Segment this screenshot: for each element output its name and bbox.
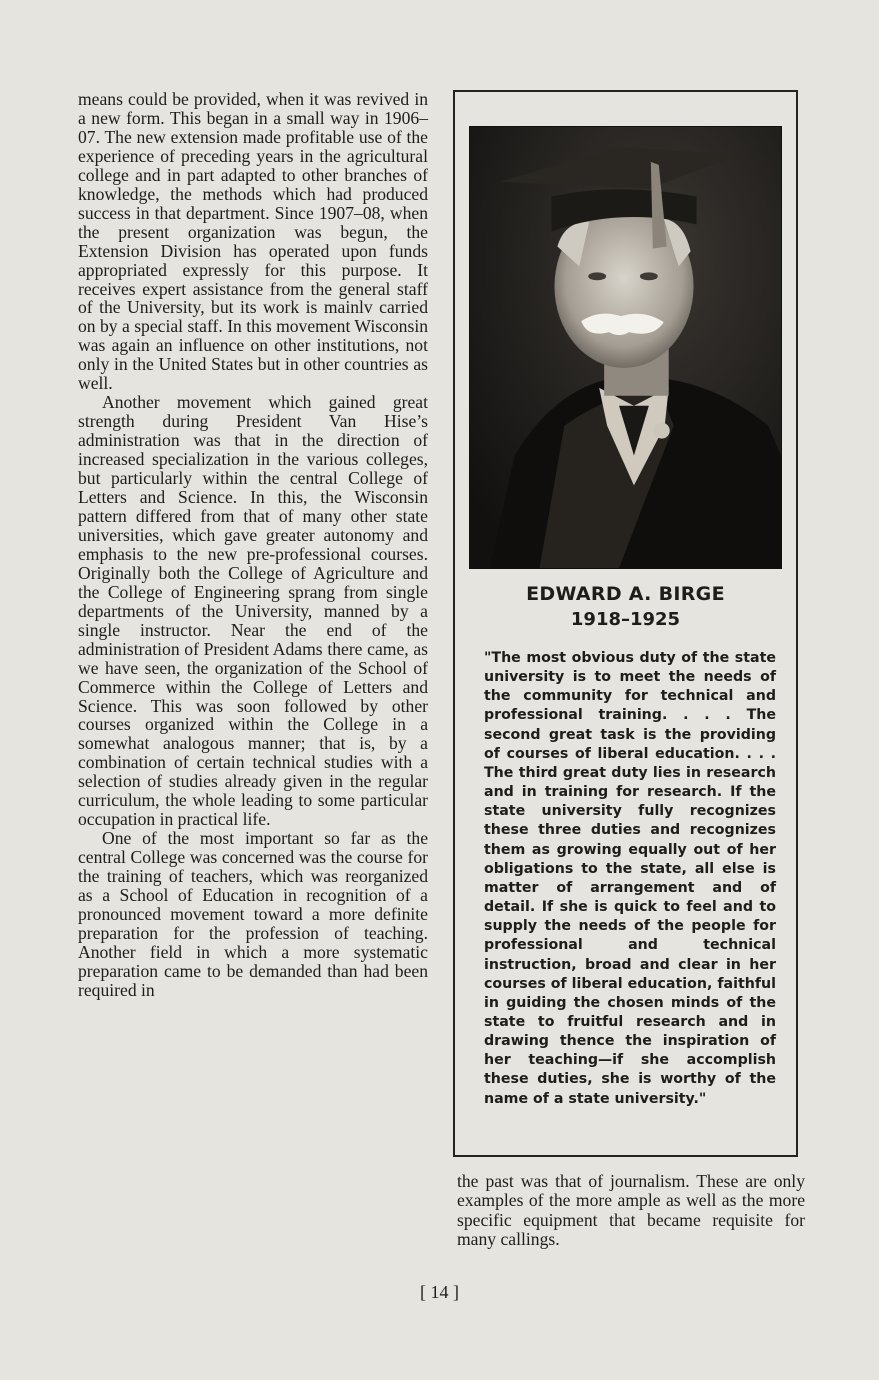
left-column [78, 90, 428, 1000]
portrait-photo [469, 126, 782, 569]
paragraph-extension: means could be provided, when it was revived in a new form. This began in a small way in 1906–07. The new extension made profitable use of the experience of preceding years in the agricultural college and in part adapted to other branches of knowledge, the methods which had produced success in that department. Since 1907–08, when the present organization was begun, the Extension Division has operated upon funds appropriated expressly for this purpose. It receives expert assistance from the general staff of the University, but its work is mainlv carried on by a special staff. In this movement Wisconsin was again an influence on other institutions, not only in the United States but in other countries as well. [78, 89, 428, 394]
paragraph-specialization: Another movement which gained great strength during President Van Hise’s administration was that in the direction of increased specialization in the various colleges, but particularly within the central College of Letters and Science. In this, the Wisconsin pattern differed from that of many other state universities, which gave greater autonomy and emphasis to the new pre-professional courses. Originally both the College of Agriculture and the College of Engineering sprang from single departments of the University, manned by a single instructor. Near the end of the administration of President Adams there came, as we have seen, the organization of the School of Commerce within the College of Letters and Science. This was soon followed by other courses organized within the College in a somewhat analogous manner; that is, by a combination of certain technical studies with a selection of studies already given in the regular curriculum, the whole leading to some particular occupation in practical life. [78, 392, 428, 830]
biography-sidebar [453, 90, 798, 1157]
paragraph-education: One of the most important so far as the central College was concerned was the course for the training of teachers, which was reorganized as a School of Education in recognition of a pronounced movement toward a more definite preparation for the profession of teaching. Another field in which a more systematic preparation came to be demanded than had been required in [78, 828, 428, 1000]
sidebar-quote: "The most obvious duty of the state university is to meet the needs of the community for technical and professional training. . . . The second great task is the providing of courses of liberal education. . . . The third great duty lies in research and in training for research. If the state university fully recognizes these three duties and recognizes them as growing equally out of her obligations to the state, all else is matter of arrangement and of detail. If she is quick to feel and to supply the needs of the people for professional and technical instruction, broad and clear in her courses of liberal education, faithful in guiding the chosen minds of the state to fruitful research and in drawing thence the inspiration of her teaching—if she accomplish these duties, she is worthy of the name of a state university." [484, 650, 776, 1107]
sidebar-name: EDWARD A. BIRGE [526, 583, 725, 605]
paragraph-continuation: the past was that of journalism. These are only examples of the more ample as well as the more specific equipment that became requisite for many callings. [457, 1171, 805, 1249]
right-column-text [457, 1172, 805, 1249]
sidebar-years: 1918–1925 [570, 609, 681, 630]
portrait-image [470, 127, 781, 568]
page-number: [ 14 ] [420, 1282, 459, 1302]
